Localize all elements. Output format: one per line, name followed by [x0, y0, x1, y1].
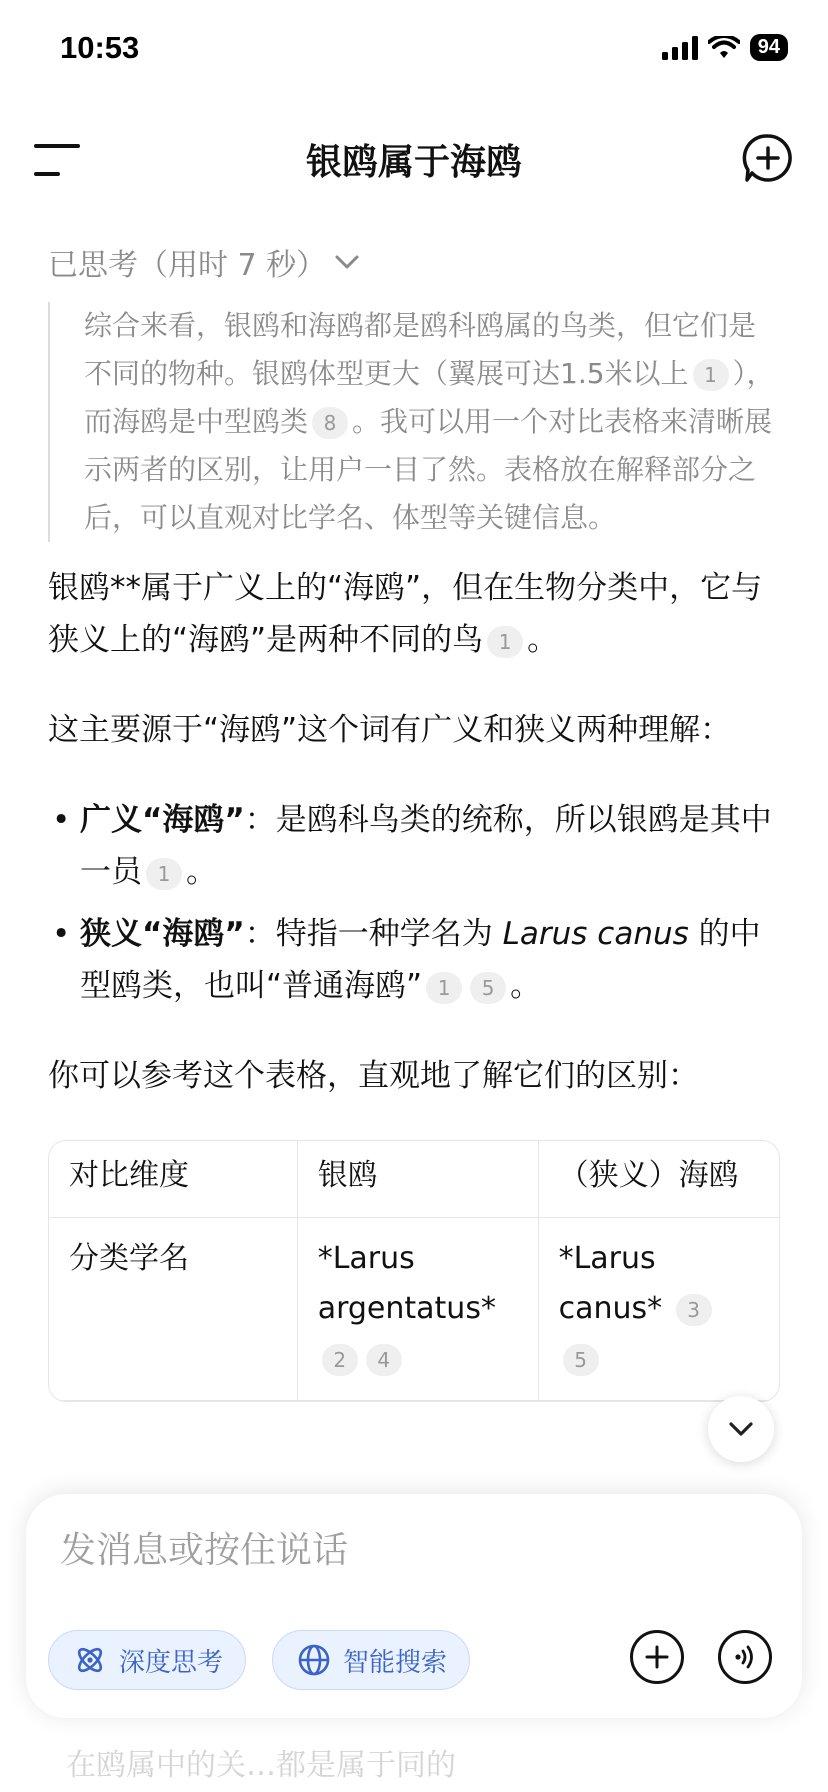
chevron-down-icon [727, 1420, 755, 1438]
scroll-to-bottom-button[interactable] [708, 1396, 774, 1462]
deep-think-label: 深度思考 [119, 1647, 224, 1678]
status-time: 10:53 [60, 30, 140, 65]
citation-badge[interactable]: 8 [312, 407, 348, 439]
obscured-text: 在鸥属中的关…都是属于同的 [66, 1748, 456, 1783]
table-header-cell: （狭义）海鸥 [538, 1141, 779, 1218]
bullet-text: ：是鸥科鸟类的统称，所以银鸥是其中一员 [80, 802, 772, 890]
add-attachment-button[interactable] [630, 1630, 684, 1684]
cell-text: *Larus argentatus* [317, 1241, 496, 1326]
citation-badge[interactable]: 2 [322, 1344, 358, 1376]
voice-call-button[interactable] [718, 1630, 772, 1684]
conversation-content [48, 240, 780, 1402]
citation-badge[interactable]: 5 [563, 1344, 599, 1376]
message-composer [26, 1494, 802, 1718]
table-cell: 分类学名 [49, 1218, 297, 1401]
status-bar [0, 0, 828, 100]
plus-icon [644, 1644, 670, 1670]
table-header-row [49, 1141, 779, 1218]
answer-paragraph: 你可以参考这个表格，直观地了解它们的区别： [48, 1058, 699, 1094]
thinking-text: 综合来看，银鸥和海鸥都是鸥科鸥属的鸟类，但它们是不同的物种。银鸥体型更大（翼展可达1.5米以上 [84, 309, 757, 390]
signal-icon [662, 36, 698, 60]
answer-body [48, 562, 780, 1402]
answer-paragraph [48, 562, 780, 666]
app-header [0, 118, 828, 198]
bullet-text: 。 [186, 854, 217, 890]
globe-icon [297, 1643, 331, 1677]
answer-text: 银鸥**属于广义上的“海鸥”，但在生物分类中，它与狭义上的“海鸥”是两种不同的鸟 [48, 570, 763, 658]
new-chat-icon[interactable] [742, 132, 794, 184]
page-title: 银鸥属于海鸥 [305, 142, 522, 183]
bullet-text: 。 [510, 968, 542, 1004]
chevron-down-icon [334, 253, 360, 271]
message-input[interactable] [60, 1530, 660, 1571]
citation-badge[interactable]: 3 [676, 1294, 712, 1326]
species-name: Larus canus [502, 916, 689, 952]
atom-icon [73, 1643, 107, 1677]
deep-think-button[interactable] [48, 1630, 246, 1690]
list-item [48, 908, 780, 1012]
citation-badge[interactable]: 5 [470, 972, 506, 1004]
cell-text: *Larus canus* [558, 1241, 663, 1326]
list-item [48, 794, 780, 898]
thinking-content [48, 302, 780, 542]
smart-search-label: 智能搜索 [343, 1647, 448, 1678]
comparison-table [48, 1140, 780, 1402]
bullet-label: 广义“海鸥” [80, 802, 245, 838]
bullet-text: 的中型鸥类，也叫“普通海鸥” [80, 916, 761, 1004]
thinking-text: ），而海鸥是中型鸥类 [84, 357, 775, 438]
citation-badge[interactable]: 1 [693, 359, 729, 391]
status-icons [662, 34, 788, 61]
thinking-toggle[interactable] [48, 240, 780, 284]
answer-text: 。 [527, 622, 559, 658]
table-header-cell: 对比维度 [49, 1141, 297, 1218]
citation-badge[interactable]: 1 [426, 972, 462, 1004]
bullet-list [48, 794, 780, 1012]
answer-paragraph: 这主要源于“海鸥”这个词有广义和狭义两种理解： [48, 712, 732, 748]
thinking-text: 。我可以用一个对比表格来清晰展示两者的区别，让用户一目了然。表格放在解释部分之后，可以直观对比学名、体型等关键信息。 [84, 405, 773, 534]
smart-search-button[interactable] [272, 1630, 470, 1690]
wifi-icon [708, 36, 740, 60]
bullet-label: 狭义“海鸥” [80, 916, 245, 952]
citation-badge[interactable]: 4 [366, 1344, 402, 1376]
thinking-label: 已思考（用时 7 秒） [48, 248, 327, 283]
citation-badge[interactable]: 1 [146, 858, 182, 890]
table-header-cell: 银鸥 [297, 1141, 538, 1218]
bullet-text: ：特指一种学名为 [244, 916, 503, 952]
table-cell [297, 1218, 538, 1401]
battery-indicator: 94 [750, 34, 788, 61]
table-row [49, 1218, 779, 1401]
sound-wave-icon [730, 1642, 760, 1672]
citation-badge[interactable]: 1 [487, 626, 523, 658]
table-cell [538, 1218, 779, 1401]
